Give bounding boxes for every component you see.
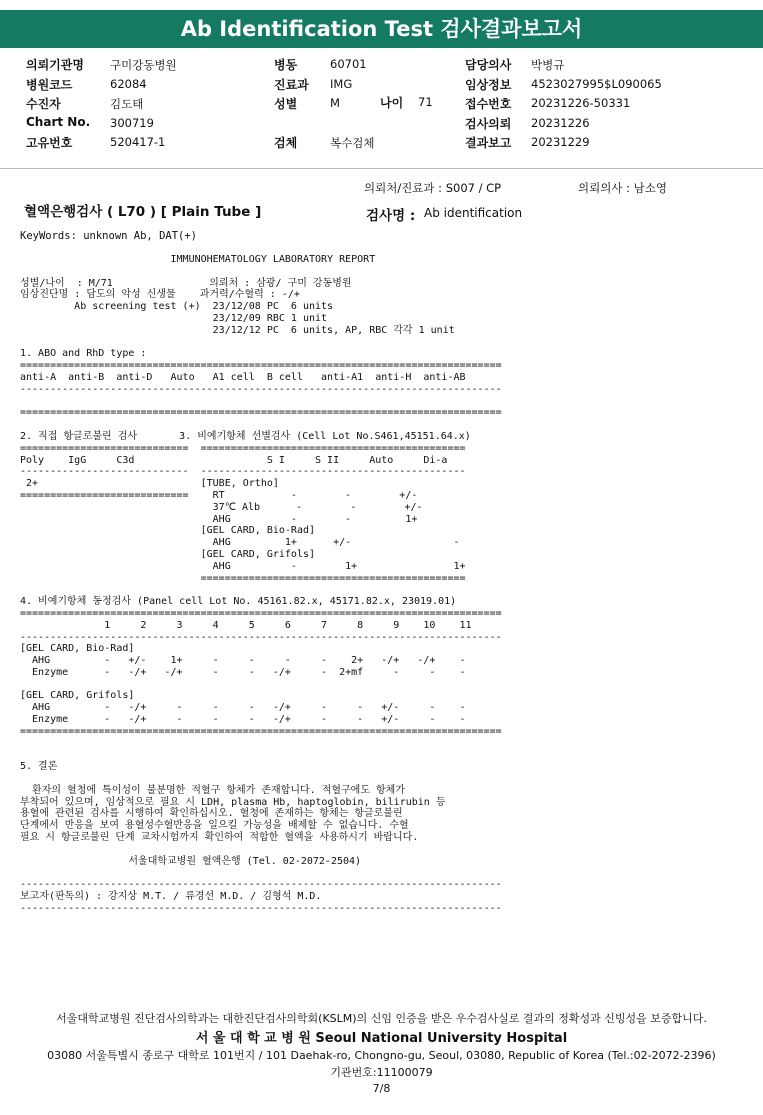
report-line: AHG - 1+ 1+ bbox=[20, 560, 466, 572]
report-line: [GEL CARD, Bio-Rad] bbox=[20, 525, 316, 537]
keywords: KeyWords: unknown Ab, DAT(+) bbox=[20, 230, 198, 242]
immunohematology-report-body bbox=[20, 254, 502, 915]
report-line: 서울대학교병원 혈액은행 (Tel. 02-2072-2504) bbox=[20, 855, 362, 867]
info-value: 4523027995$L090065 bbox=[531, 76, 662, 91]
report-title-banner: Ab Identification Test 검사결과보고서 bbox=[0, 10, 763, 48]
requesting-dept: 의뢰처/진료과 : S007 / CP bbox=[364, 181, 502, 195]
report-line: 필요 시 항글로불린 단계 교차시험까지 확인하여 적합한 혈액을 사용하시기 바랍니다. bbox=[20, 832, 419, 844]
report-line: AHG - -/+ - - - -/+ - - +/- - - bbox=[20, 702, 466, 714]
info-label: 고유번호 bbox=[26, 136, 73, 150]
report-line: 환자의 혈청에 특이성이 불분명한 적혈구 항체가 존재합니다. 적혈구에도 항체가 bbox=[20, 784, 406, 796]
report-line: Ab screening test (+) 23/12/08 PC 6 units bbox=[20, 301, 334, 313]
report-line: -------------------------------------------------------------------------------- bbox=[20, 879, 502, 891]
report-line: Enzyme - -/+ -/+ - - -/+ - 2+mf - - - bbox=[20, 666, 466, 678]
report-line: ============================ ============================================ bbox=[20, 442, 466, 454]
report-line bbox=[20, 337, 502, 349]
report-line bbox=[20, 749, 502, 761]
info-label: 병동 bbox=[274, 58, 298, 72]
report-line: IMMUNOHEMATOLOGY LABORATORY REPORT bbox=[20, 254, 376, 265]
report-line: AHG 1+ +/- - bbox=[20, 537, 460, 549]
requesting-doctor: 의뢰의사 : 남소영 bbox=[578, 181, 667, 195]
info-value: 60701 bbox=[330, 57, 367, 71]
report-line: ============================ RT - - +/- bbox=[20, 489, 418, 501]
report-line: ================================================================================ bbox=[20, 407, 502, 419]
info-value: 300719 bbox=[110, 115, 154, 130]
report-line: AHG - - 1+ bbox=[20, 513, 418, 525]
age-label: 나이 bbox=[380, 96, 404, 110]
report-line bbox=[20, 266, 502, 278]
report-line bbox=[20, 867, 502, 879]
info-value: 520417-1 bbox=[110, 135, 166, 149]
info-value: 20231226-50331 bbox=[531, 96, 631, 110]
report-line: ---------------------------- -------------------------------------------- bbox=[20, 466, 466, 478]
info-value: 김도태 bbox=[110, 97, 144, 111]
report-line: [GEL CARD, Grifols] bbox=[20, 690, 135, 702]
report-line: 용혈에 관련된 검사를 시행하여 확인하십시오. 혈청에 존재하는 항체는 항글로불린 bbox=[20, 808, 403, 820]
report-line: -------------------------------------------------------------------------------- bbox=[20, 631, 502, 643]
info-label: Chart No. bbox=[26, 114, 91, 129]
info-value: 구미강동병원 bbox=[110, 58, 177, 72]
report-line: 임상진단명 : 담도의 악성 신생물 과거력/수혈력 : -/+ bbox=[20, 289, 300, 301]
report-line: 4. 비예기항체 동정검사 (Panel cell Lot No. 45161.82.x, 45171.82.x, 23019.01) bbox=[20, 596, 457, 608]
report-line bbox=[20, 679, 502, 691]
report-line: 2+ [TUBE, Ortho] bbox=[20, 478, 279, 490]
report-line: Poly IgG C3d S I S II Auto Di-a bbox=[20, 454, 448, 466]
report-line: Enzyme - -/+ - - - -/+ - - +/- - - bbox=[20, 714, 466, 726]
info-label: 담당의사 bbox=[465, 58, 512, 72]
report-line bbox=[20, 738, 502, 750]
info-label: 수진자 bbox=[26, 97, 61, 111]
report-line: 37℃ Alb - - +/- bbox=[20, 501, 423, 513]
report-line: 5. 결론 bbox=[20, 761, 58, 773]
report-line: -------------------------------------------------------------------------------- bbox=[20, 902, 502, 914]
report-line: [GEL CARD, Grifols] bbox=[20, 548, 316, 560]
report-line: ================================================================================ bbox=[20, 607, 502, 619]
report-line: ================================================================================ bbox=[20, 725, 502, 737]
info-value: 20231226 bbox=[531, 115, 590, 130]
test-group: 혈액은행검사 ( L70 ) [ Plain Tube ] bbox=[24, 204, 262, 220]
hospital-name: 서 울 대 학 교 병 원 Seoul National University Hospital bbox=[195, 1031, 568, 1046]
report-line: 보고자(판독의) : 강지상 M.T. / 류경선 M.D. / 김형석 M.D. bbox=[20, 891, 322, 903]
info-value: IMG bbox=[330, 76, 353, 91]
info-label: 결과보고 bbox=[465, 136, 512, 150]
info-value: 복수검체 bbox=[330, 136, 375, 150]
info-value: 박병규 bbox=[531, 58, 565, 72]
report-line: 23/12/12 PC 6 units, AP, RBC 각각 1 unit bbox=[20, 324, 455, 336]
report-line: 1. ABO and RhD type : bbox=[20, 348, 147, 360]
report-line: 성별/나이 : M/71 의뢰처 : 삼광/ 구미 강동병원 bbox=[20, 277, 352, 289]
report-line: 2. 직접 항글로불린 검사 3. 비예기항체 선별검사 (Cell Lot No.S461,45151.64.x) bbox=[20, 430, 471, 442]
info-label: 의뢰기관명 bbox=[26, 58, 84, 72]
report-line: anti-A anti-B anti-D Auto A1 cell B cell anti-A1 anti-H anti-AB bbox=[20, 371, 466, 383]
test-name-value: Ab identification bbox=[424, 206, 523, 220]
report-line bbox=[20, 419, 502, 431]
info-value: M bbox=[330, 96, 340, 110]
report-line: 부착되어 있으며, 임상적으로 필요 시 LDH, plasma Hb, haptoglobin, bilirubin 등 bbox=[20, 796, 446, 808]
report-line: AHG - +/- 1+ - - - - 2+ -/+ -/+ - bbox=[20, 655, 466, 667]
report-line: 23/12/09 RBC 1 unit bbox=[20, 312, 328, 324]
info-label: 임상정보 bbox=[465, 77, 512, 92]
info-label: 검체 bbox=[274, 136, 298, 150]
test-name-label: 검사명 : bbox=[366, 208, 416, 224]
info-label: 검사의뢰 bbox=[465, 116, 512, 131]
info-value: 20231229 bbox=[531, 135, 590, 149]
report-line: ================================================================================ bbox=[20, 360, 502, 372]
age-value: 71 bbox=[418, 95, 433, 109]
report-line: 단계에서 반응을 보여 용혈성수혈반응을 일으킬 가능성을 배제할 수 없습니다. 수혈 bbox=[20, 820, 409, 832]
info-label: 성별 bbox=[274, 97, 298, 111]
header-divider bbox=[0, 168, 763, 169]
report-line: 1 2 3 4 5 6 7 8 9 10 11 bbox=[20, 619, 472, 631]
info-label: 병원코드 bbox=[26, 77, 73, 92]
report-line bbox=[20, 584, 502, 596]
certification-statement: 서울대학교병원 진단검사의학과는 대한진단검사의학회(KSLM)의 신임 인증을 받은 우수검사실로 결과의 정확성과 신빙성을 보증합니다. bbox=[56, 1012, 707, 1025]
institution-number: 기관번호:11100079 bbox=[330, 1066, 433, 1079]
report-line: [GEL CARD, Bio-Rad] bbox=[20, 643, 135, 655]
report-line bbox=[20, 773, 502, 785]
report-line bbox=[20, 844, 502, 856]
hospital-address: 03080 서울특별시 종로구 대학로 101번지 / 101 Daehak-ro, Chongno-gu, Seoul, 03080, Republic of Korea (Tel.:02-2072-2396) bbox=[47, 1049, 716, 1062]
info-label: 접수번호 bbox=[465, 97, 512, 111]
report-line bbox=[20, 396, 502, 408]
report-line: ============================================ bbox=[20, 572, 466, 584]
page-number: 7/8 bbox=[372, 1082, 391, 1095]
report-line: -------------------------------------------------------------------------------- bbox=[20, 383, 502, 395]
info-value: 62084 bbox=[110, 76, 147, 91]
info-label: 진료과 bbox=[274, 77, 309, 92]
